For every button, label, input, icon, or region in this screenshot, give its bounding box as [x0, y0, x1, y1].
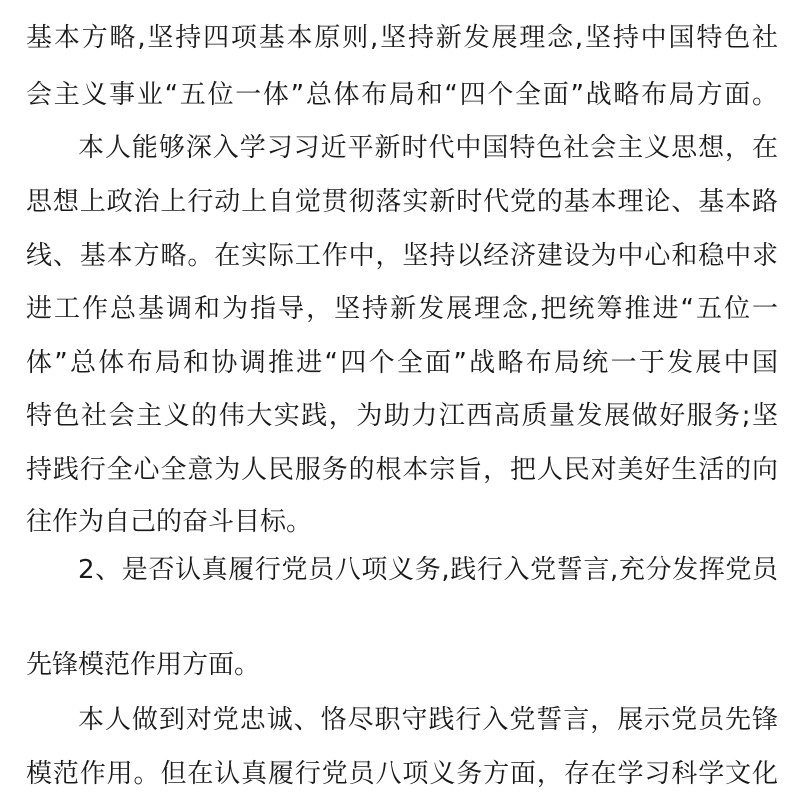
paragraph-first-line: 本人做到对党忠诚、恪尽职守践行入党誓言，展示党员先锋 — [78, 705, 778, 735]
text-line: 模范作用。但在认真履行党员八项义务方面，存在学习科学文化 — [26, 759, 778, 789]
paragraph-last-line: 往作为自己的奋斗目标。 — [26, 507, 313, 537]
text-line: 会主义事业“五位一体”总体布局和“四个全面”战略布局方面。 — [26, 80, 778, 110]
text-line: 特色社会主义的伟大实践，为助力江西高质量发展做好服务;坚 — [26, 401, 778, 431]
text-line: 进工作总基调和为指导，坚持新发展理念,把统筹推进“五位一 — [26, 294, 778, 324]
paragraph-first-line: 本人能够深入学习习近平新时代中国特色社会主义思想，在 — [78, 133, 778, 163]
text-line: 基本方略,坚持四项基本原则,坚持新发展理念,坚持中国特色社 — [26, 23, 778, 53]
text-line: 思想上政治上行动上自觉贯彻落实新时代党的基本理论、基本路 — [26, 187, 778, 217]
text-line: 线、基本方略。在实际工作中，坚持以经济建设为中心和稳中求 — [26, 241, 778, 271]
text-line: 体”总体布局和协调推进“四个全面”战略布局统一于发展中国 — [26, 348, 778, 378]
section-heading-continuation: 先锋模范作用方面。 — [26, 650, 261, 680]
text-line: 持践行全心全意为人民服务的根本宗旨，把人民对美好生活的向 — [26, 455, 778, 485]
section-heading-line: 2、是否认真履行党员八项义务,践行入党誓言,充分发挥党员 — [78, 555, 778, 585]
